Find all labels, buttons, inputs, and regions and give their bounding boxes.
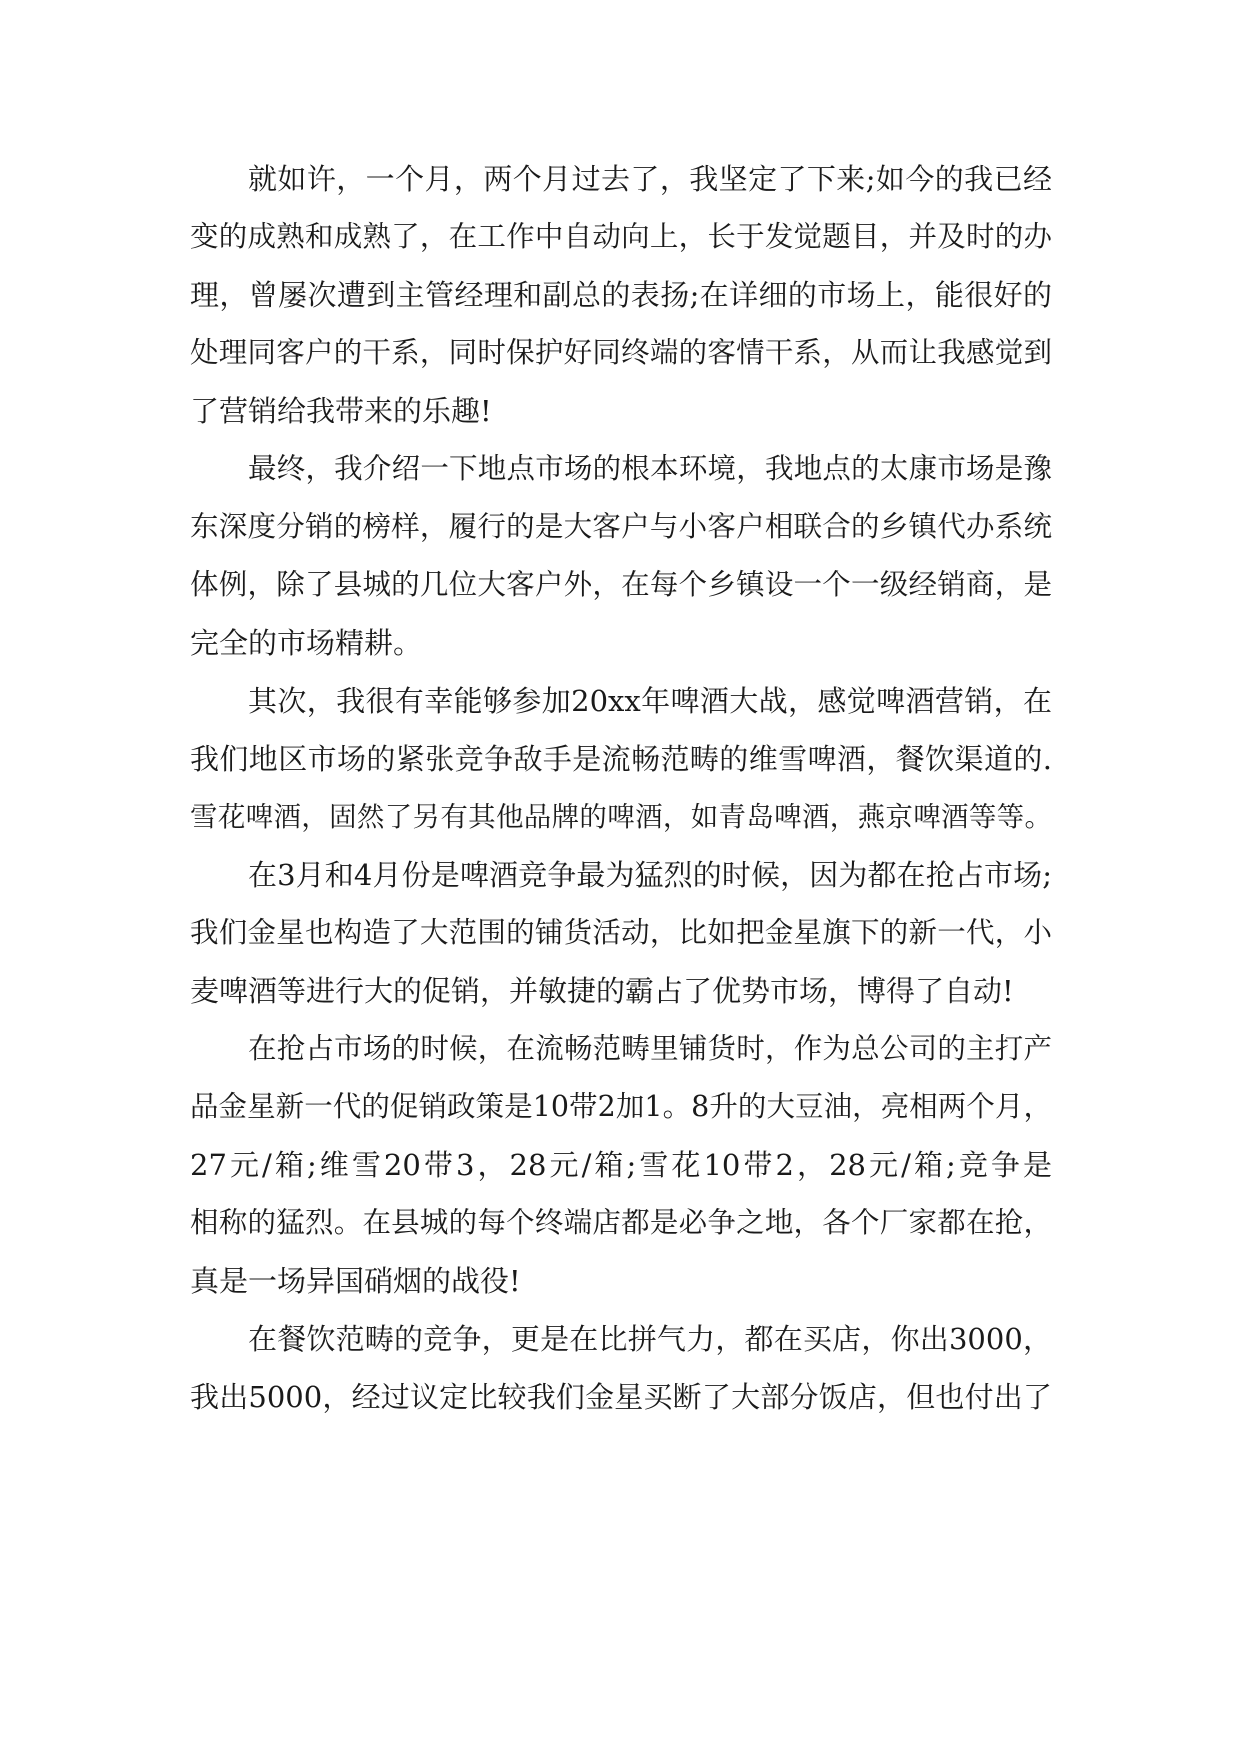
text-line: 我们地区市场的紧张竞争敌手是流畅范畴的维雪啤酒，餐饮渠道的.: [190, 742, 1052, 776]
text-line: 我出5000，经过议定比较我们金星买断了大部分饭店，但也付出了: [190, 1380, 1052, 1414]
text-line: 在餐饮范畴的竞争，更是在比拼气力，都在买店，你出3000，: [248, 1322, 1052, 1356]
text-line: 在3月和4月份是啤酒竞争最为猛烈的时候，因为都在抢占市场;: [248, 858, 1052, 892]
text-line: 处理同客户的干系，同时保护好同终端的客情干系，从而让我感觉到: [190, 336, 1052, 369]
text-line: 麦啤酒等进行大的促销，并敏捷的霸占了优势市场，博得了自动!: [190, 974, 1014, 1008]
text-line: 东深度分销的榜样，履行的是大客户与小客户相联合的乡镇代办系统: [190, 510, 1052, 543]
text-line: 体例，除了县城的几位大客户外，在每个乡镇设一个一级经销商，是: [190, 568, 1052, 601]
text-line: 27元/箱;维雪20带3，28元/箱;雪花10带2，28元/箱;竞争是: [190, 1148, 1052, 1182]
text-line: 品金星新一代的促销政策是10带2加1。8升的大豆油，亮相两个月，: [190, 1090, 1052, 1123]
text-line: 雪花啤酒，固然了另有其他品牌的啤酒，如青岛啤酒，燕京啤酒等等。: [190, 801, 1052, 833]
text-line: 变的成熟和成熟了，在工作中自动向上，长于发觉题目，并及时的办: [190, 220, 1052, 253]
text-line: 真是一场异国硝烟的战役!: [190, 1264, 521, 1298]
text-line: 其次，我很有幸能够参加20xx年啤酒大战，感觉啤酒营销，在: [248, 684, 1052, 718]
text-line: 了营销给我带来的乐趣!: [190, 394, 492, 428]
text-line: 理，曾屡次遭到主管经理和副总的表扬;在详细的市场上，能很好的: [190, 278, 1052, 312]
text-line: 就如许，一个月，两个月过去了，我坚定了下来;如今的我已经: [248, 162, 1052, 196]
text-line: 在抢占市场的时候，在流畅范畴里铺货时，作为总公司的主打产: [248, 1032, 1052, 1065]
document-body: [190, 150, 1052, 1426]
text-line: 完全的市场精耕。: [190, 626, 423, 660]
text-line: 我们金星也构造了大范围的铺货活动，比如把金星旗下的新一代，小: [190, 916, 1052, 949]
text-line: 相称的猛烈。在县城的每个终端店都是必争之地，各个厂家都在抢，: [190, 1206, 1052, 1239]
text-line: 最终，我介绍一下地点市场的根本环境，我地点的太康市场是豫: [248, 452, 1052, 485]
